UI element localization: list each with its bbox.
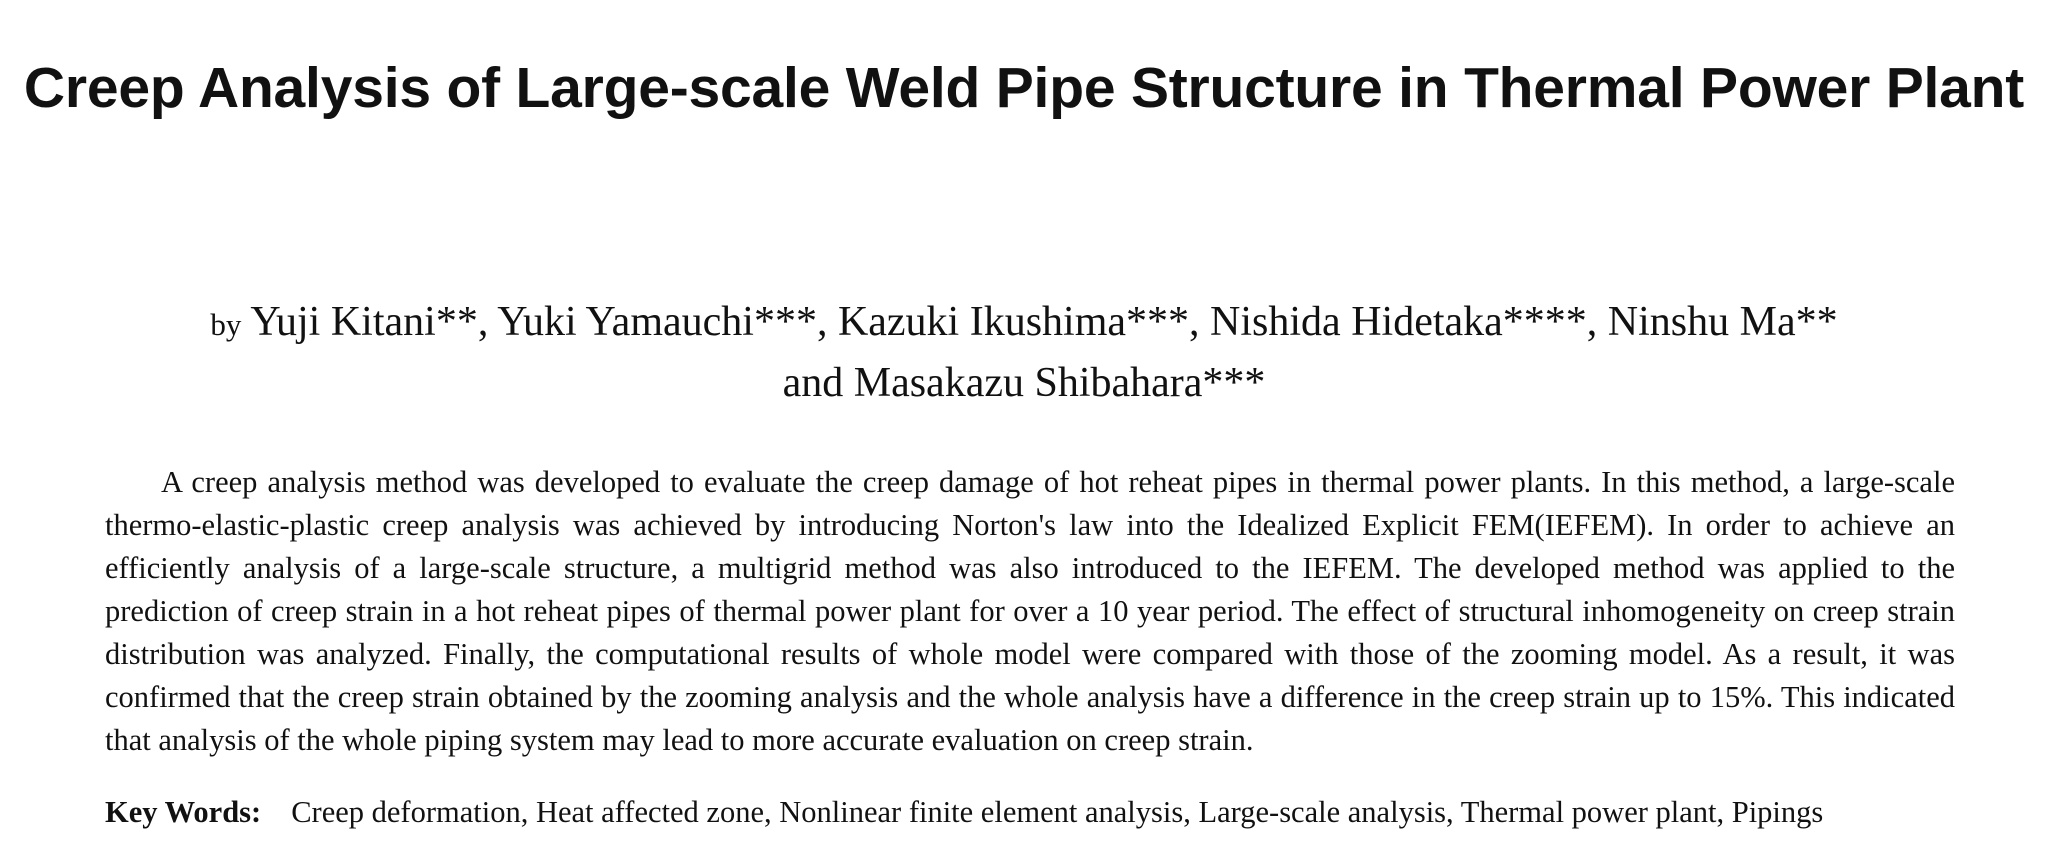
author-line-1 [0,293,2048,354]
keywords-text: Creep deformation, Heat affected zone, Nonlinear finite element analysis, Large-scale analysis, Thermal power plant, Pipings [291,795,1824,829]
authors-prefix: by [210,307,242,342]
author-list [0,293,2048,412]
keywords-line [105,790,2005,834]
paper-title: Creep Analysis of Large-scale Weld Pipe Structure in Thermal Power Plant [23,56,2025,121]
authors-names-line-1: Yuji Kitani**, Yuki Yamauchi***, Kazuki Ikushima***, Nishida Hidetaka****, Ninshu Ma** [250,299,1838,345]
keywords-label: Key Words: [105,795,262,829]
author-line-2: and Masakazu Shibahara*** [782,360,1266,406]
abstract-paragraph: A creep analysis method was developed to evaluate the creep damage of hot reheat pipes in thermal power plants. In this method, a large-scale thermo-elastic-plastic creep analysis was achieved by introducing Norton's law into the Idealized Explicit FEM(IEFEM). In order to achieve an efficiently analysis of a large-scale structure, a multigrid method was also introduced to the IEFEM. The developed method was applied to the prediction of creep strain in a hot reheat pipes of thermal power plant for over a 10 year period. The effect of structural inhomogeneity on creep strain distribution was analyzed. Finally, the computational results of whole model were compared with those of the zooming model. As a result, it was confirmed that the creep strain obtained by the zooming analysis and the whole analysis have a difference in the creep strain up to 15%. This indicated that analysis of the whole piping system may lead to more accurate evaluation on creep strain. [105,465,1955,757]
